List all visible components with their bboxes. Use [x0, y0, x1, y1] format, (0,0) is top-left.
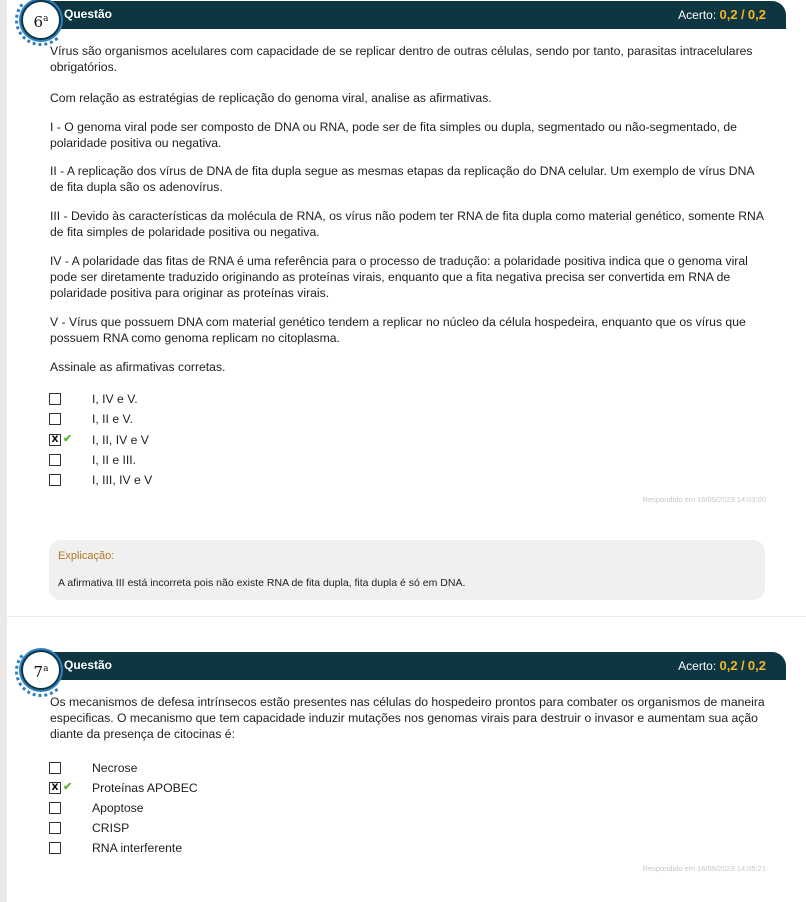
- correct-check-icon: ✔: [63, 781, 73, 793]
- answered-timestamp: Respondido em 16/09/2023 14:03:00: [642, 495, 766, 504]
- checkbox-checked[interactable]: X: [49, 434, 61, 446]
- question-text: Os mecanismos de defesa intrínsecos estão presentes nas células do hospedeiro prontos para combater os organismos de maneira especificas. O mecanismo que tem capacidade induzir mutações nos genomas virais para destruir o invasor e aumentam sua ação diante da presença de citocinas é:: [50, 695, 765, 741]
- score: Acerto: 0,2 / 0,2: [678, 7, 766, 22]
- divider: [7, 616, 806, 617]
- question-6-header: [40, 1, 786, 29]
- checkbox[interactable]: [49, 413, 61, 425]
- option-label: Proteínas APOBEC: [92, 781, 198, 795]
- option-4[interactable]: [49, 452, 349, 470]
- option-4[interactable]: [49, 820, 349, 838]
- explanation-box: [49, 540, 765, 600]
- option-2[interactable]: [49, 780, 349, 798]
- option-label: I, IV e V.: [92, 392, 138, 406]
- checkbox[interactable]: [49, 474, 61, 486]
- question-text: Vírus são organismos acelulares com capacidade de se replicar dentro de outras células, sendo por tanto, parasitas intracelulares obrigatórios.: [50, 44, 753, 74]
- checkbox[interactable]: [49, 842, 61, 854]
- statement-i: I - O genoma viral pode ser composto de DNA ou RNA, pode ser de fita simples ou dupla, segmentado ou não-segmentado, de polaridade positiva ou negativa.: [50, 120, 737, 150]
- question-title: Questão: [64, 7, 113, 21]
- correct-check-icon: ✔: [63, 433, 73, 445]
- question-number-badge: 7$^a$: [21, 650, 61, 690]
- option-label: I, II e III.: [92, 453, 137, 467]
- checkbox[interactable]: [49, 454, 61, 466]
- statement-iv: IV - A polaridade das fitas de RNA é uma referência para o processo de tradução: a polaridade positiva indica que o genoma viral pode ser diretamente traduzido originando as proteínas virais, enquanto que a fita negativa precisa ser convertida em RNA de polaridade positiva para originar as proteínas virais.: [50, 254, 748, 300]
- option-label: Necrose: [92, 761, 138, 775]
- question-title: Questão: [64, 658, 113, 672]
- option-label: RNA interferente: [92, 841, 183, 855]
- option-1[interactable]: [49, 391, 349, 409]
- option-label: I, II, IV e V: [92, 433, 149, 447]
- explanation-text: A afirmativa III está incorreta pois não existe RNA de fita dupla, fita dupla é só em DNA.: [58, 577, 466, 589]
- statement-ii: II - A replicação dos vírus de DNA de fita dupla segue as mesmas etapas da replicação do DNA celular. Um exemplo de vírus DNA de fita dupla são os adenovírus.: [50, 164, 754, 194]
- option-label: I, II e V.: [92, 412, 133, 426]
- checkbox[interactable]: [49, 822, 61, 834]
- option-label: CRISP: [92, 821, 130, 835]
- checkbox[interactable]: [49, 393, 61, 405]
- question-7-header: [40, 652, 786, 680]
- checkbox[interactable]: [49, 802, 61, 814]
- question-prompt: Assinale as afirmativas corretas.: [50, 360, 226, 374]
- answered-timestamp: Respondido em 16/09/2023 14:05:21: [642, 864, 766, 873]
- option-1[interactable]: [49, 760, 349, 778]
- left-rail: [0, 0, 7, 902]
- option-3[interactable]: [49, 800, 349, 818]
- option-5[interactable]: [49, 840, 349, 858]
- option-3[interactable]: [49, 432, 349, 450]
- question-number-badge: 6$^a$: [21, 0, 61, 40]
- explanation-title: Explicação:: [58, 550, 115, 562]
- score: Acerto: 0,2 / 0,2: [678, 658, 766, 673]
- statement-iii: III - Devido às características da molécula de RNA, os vírus não podem ter RNA de fita dupla como material genético, somente RNA de fita simples de polaridade positiva ou negativa.: [50, 209, 764, 239]
- checkbox-checked[interactable]: X: [49, 782, 61, 794]
- statement-v: V - Vírus que possuem DNA com material genético tendem a replicar no núcleo da célula hospedeira, enquanto que os vírus que possuem RNA como genoma replicam no citoplasma.: [50, 315, 746, 345]
- option-5[interactable]: [49, 472, 349, 490]
- option-2[interactable]: [49, 411, 349, 429]
- checkbox[interactable]: [49, 762, 61, 774]
- option-label: I, III, IV e V: [92, 473, 153, 487]
- question-text: Com relação as estratégias de replicação do genoma viral, analise as afirmativas.: [50, 91, 492, 105]
- option-label: Apoptose: [92, 801, 144, 815]
